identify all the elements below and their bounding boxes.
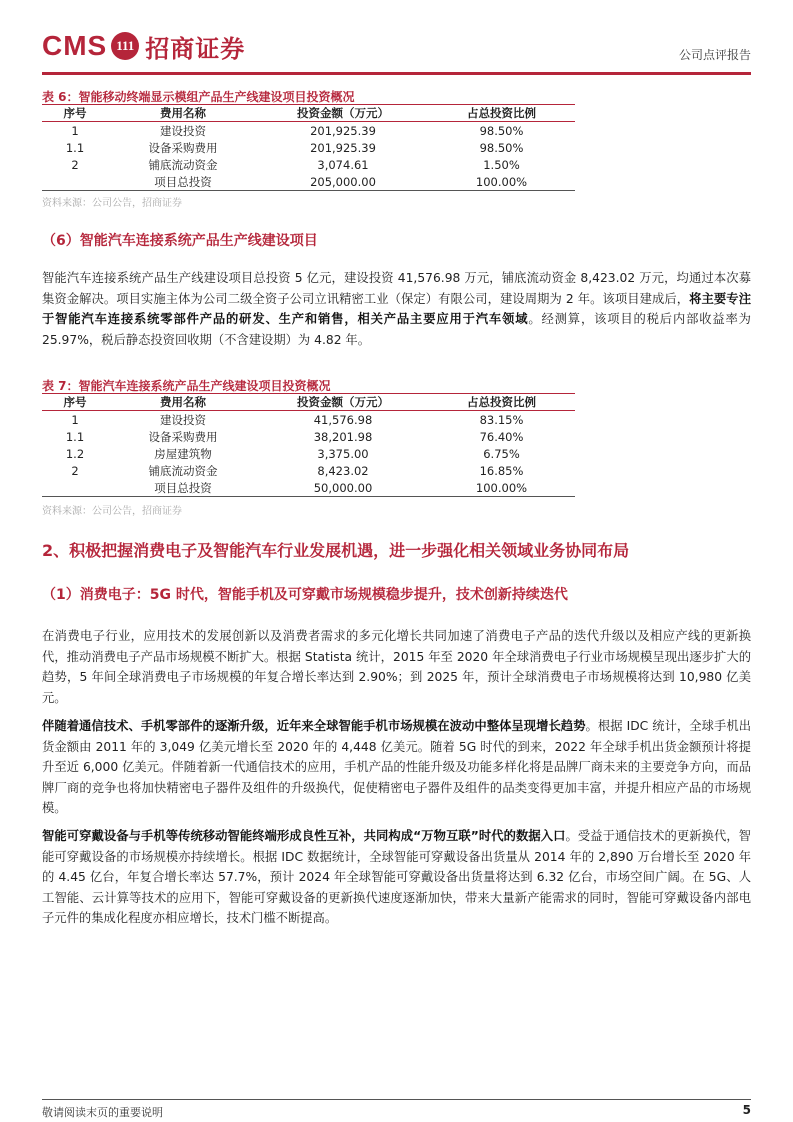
para-bold-text: 伴随着通信技术、手机零部件的逐渐升级，近年来全球智能手机市场规模在波动中整体呈现增长趋势 [42, 719, 586, 733]
header-cell: 序号 [42, 105, 108, 122]
logo-chinese: 招商证券 [145, 34, 246, 63]
table7-source: 资料来源：公司公告，招商证券 [42, 506, 182, 517]
header-cell: 占总投资比例 [428, 394, 575, 411]
cell: 98.50% [479, 140, 524, 155]
table-row [42, 462, 575, 479]
footer-divider [42, 1099, 751, 1100]
footer-note: 敬请阅读末页的重要说明 [42, 1106, 163, 1119]
cell: 1.1 [65, 140, 85, 155]
table-row [42, 139, 575, 156]
cell: 205,000.00 [258, 173, 428, 191]
para-bold-text: 智能可穿戴设备与手机等传统移动智能终端形成良性互补，共同构成“万物互联”时代的数据入口 [42, 829, 566, 843]
cell: 2 [71, 157, 79, 172]
table-row [42, 156, 575, 173]
header-cell: 费用名称 [108, 105, 258, 122]
cell: 16.85% [479, 463, 524, 478]
cell: 项目总投资 [108, 479, 258, 497]
cell: 房屋建筑物 [154, 446, 212, 461]
cell: 1.2 [65, 446, 85, 461]
cell: 8,423.02 [317, 463, 369, 478]
para-text: 。根据 IDC 统计，全球手机出货金额由 2011 年的 3,049 亿美元增长至 2020 年的 4,448 亿美元。随着 5G 时代的到来，2022 年全球手机出货金额预计将提升至近 6,000 亿美元。伴随着新一代通信技术的应用，手机产品的性能升级及功能多样化将是品牌厂商未来的主要竞争方向，而品牌厂商的竞争也将加快精密电子器件及组件的升级换代，促使精密电子器件及组件的品类变得更加丰富，并提升相应产品的市场规模。 [42, 719, 751, 815]
page-number: 5 [742, 1103, 751, 1117]
table7-caption: 表 7：智能汽车连接系统产品生产线建设项目投资概况 [42, 379, 331, 393]
logo-seal-icon: 111 [111, 32, 139, 60]
para-text: 智能汽车连接系统产品生产线建设项目总投资 5 亿元，建设投资 41,576.98 万元，铺底流动资金 8,423.02 万元，均通过本次募集资金解决。项目实施主体为公司二级全资子公司立讯精密工业（保定）有限公司，建设周期为 2 年。该项目建成后， [42, 271, 751, 306]
section6-paragraph [42, 268, 751, 350]
cell: 83.15% [479, 412, 524, 427]
cell: 100.00% [428, 479, 575, 497]
cell: 项目总投资 [108, 173, 258, 191]
header-cell: 投资金额（万元） [258, 394, 428, 411]
header-cell: 投资金额（万元） [258, 105, 428, 122]
cell: 铺底流动资金 [148, 463, 218, 478]
table-row [42, 122, 575, 140]
para-bold-text: 将主要专注于智能汽车连接系统零部件产品的研发、生产和销售，相关产品主要应用于汽车领域 [42, 291, 751, 326]
report-type: 公司点评报告 [678, 48, 751, 62]
cell: 201,925.39 [310, 123, 376, 138]
header-divider [42, 72, 751, 75]
cell: 201,925.39 [310, 140, 376, 155]
paragraph-smartphone [42, 716, 751, 819]
section2-subtitle: （1）消费电子：5G 时代，智能手机及可穿戴市场规模稳步提升，技术创新持续迭代 [42, 587, 568, 603]
cell: 3,074.61 [317, 157, 369, 172]
table-total-row [42, 173, 575, 191]
cell: 100.00% [428, 173, 575, 191]
table-row [42, 428, 575, 445]
cell: 1 [71, 123, 79, 138]
cell: 38,201.98 [313, 429, 373, 444]
header-cell: 序号 [42, 394, 108, 411]
para-text: 。受益于通信技术的更新换代，智能可穿戴设备的市场规模亦持续增长。根据 IDC 数据统计，全球智能可穿戴设备出货量从 2014 年的 2,890 万台增长至 2020 年的 4.45 亿台，年复合增长率达 57.7%，预计 2024 年全球智能可穿戴设备出货量将达到 6.32 亿台，市场空间广阔。在 5G、人工智能、云计算等技术的应用下，智能可穿戴设备的更新换代速度逐渐加快，带来大量新产能需求的同时，智能可穿戴设备内部电子元件的集成化程度亦相应增长，技术门槛不断提高。 [42, 829, 751, 925]
cell: 6.75% [483, 446, 520, 461]
cell: 铺底流动资金 [148, 157, 218, 172]
cell: 1.50% [483, 157, 520, 172]
section6-title: （6）智能汽车连接系统产品生产线建设项目 [42, 233, 318, 249]
table-header-row [42, 105, 575, 122]
table6 [42, 105, 575, 191]
header-cell: 占总投资比例 [428, 105, 575, 122]
header-cell: 费用名称 [108, 394, 258, 411]
paragraph-consumer-electronics: 在消费电子行业，应用技术的发展创新以及消费者需求的多元化增长共同加速了消费电子产品的迭代升级以及相应产线的更新换代，推动消费电子产品市场规模不断扩大。根据 Statista 统计，2015 年至 2020 年全球消费电子行业市场规模呈现出逐步扩大的趋势，5 年间全球消费电子市场规模的年复合增长率达到 2.90%；到 2025 年，预计全球消费电子市场规模将达到 10,980 亿美元。 [42, 629, 751, 705]
logo-latin: CMS [42, 30, 108, 61]
cell: 41,576.98 [313, 412, 373, 427]
section2-title: 2、积极把握消费电子及智能汽车行业发展机遇，进一步强化相关领域业务协同布局 [42, 541, 630, 560]
cell: 建设投资 [160, 412, 206, 427]
cell: 76.40% [479, 429, 524, 444]
table-row [42, 411, 575, 429]
table7 [42, 394, 575, 497]
cell [42, 479, 108, 497]
company-logo [42, 28, 245, 64]
table-header-row [42, 394, 575, 411]
paragraph-wearables [42, 826, 751, 929]
table6-caption: 表 6：智能移动终端显示模组产品生产线建设项目投资概况 [42, 90, 355, 104]
cell: 1 [71, 412, 79, 427]
cell: 设备采购费用 [148, 140, 218, 155]
table-total-row [42, 479, 575, 497]
cell: 3,375.00 [317, 446, 369, 461]
cell: 1.1 [65, 429, 85, 444]
cell: 2 [71, 463, 79, 478]
cell [42, 173, 108, 191]
para-text: 。经测算，该项目的税后内部收益率为 25.97%，税后静态投资回收期（不含建设期）为 4.82 年。 [42, 312, 751, 347]
cell: 建设投资 [160, 123, 206, 138]
cell: 50,000.00 [258, 479, 428, 497]
cell: 设备采购费用 [148, 429, 218, 444]
table6-source: 资料来源：公司公告，招商证券 [42, 198, 182, 209]
table-row [42, 445, 575, 462]
cell: 98.50% [479, 123, 524, 138]
